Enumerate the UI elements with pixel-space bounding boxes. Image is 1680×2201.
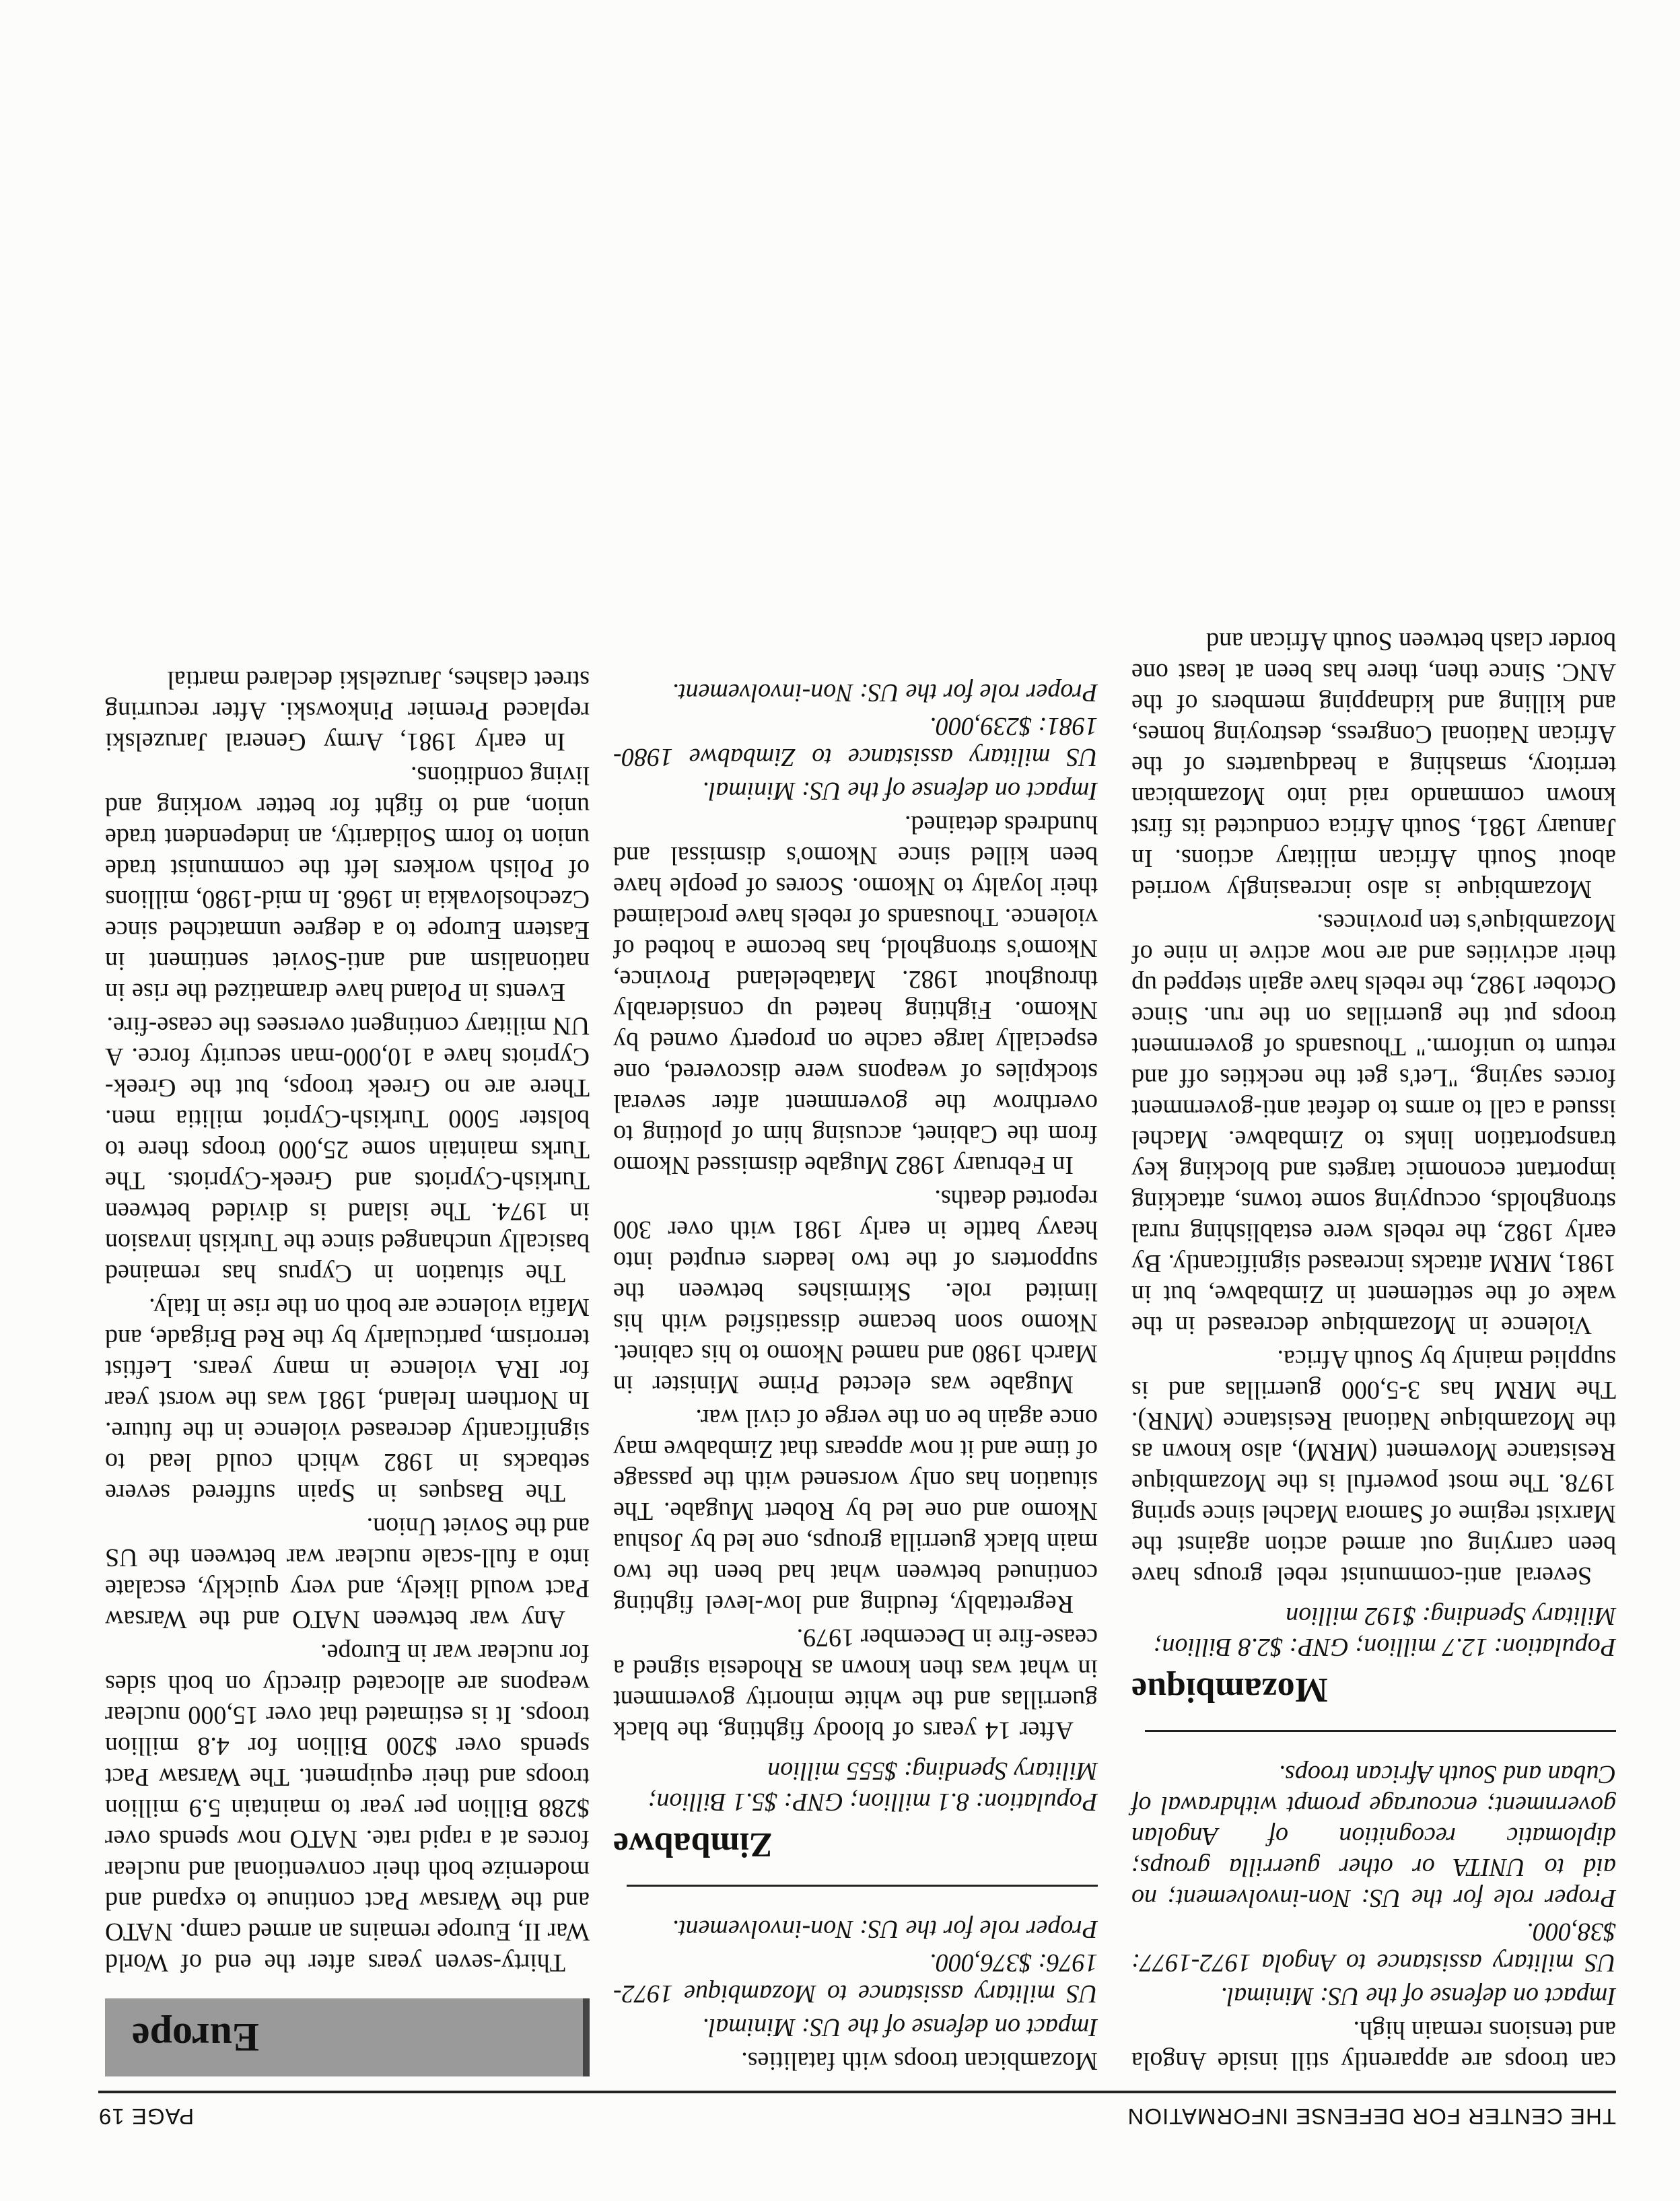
paragraph: After 14 years of bloody fighting, the black guerrillas and the white minority government in what was then known as Rhodesia signed a cease-fire in December 1979. bbox=[613, 1623, 1098, 1745]
paragraph: Several anti-communist rebel groups have been carrying out armed action against the Marxist regime of Samora Machel since spring 1978. The most powerful is the Mozambique Resistance Movement (MRM), also known as the Mozambique National Resistance (MNR). The MRM has 3-5,000 guerrillas and is supplied mainly by South Africa. bbox=[1131, 1345, 1616, 1590]
column-3 bbox=[105, 662, 590, 2076]
country-facts: Population: 12.7 million; GNP: $2.8 Billion; Military Spending: $192 million bbox=[1153, 1602, 1616, 1661]
column-2 bbox=[613, 674, 1098, 2076]
paragraph: Violence in Mozambique decreased in the wake of the settlement in Zimbabwe, but in 1981, MRM attacks increased significantly. By early 1982, the rebels were establishing rural strongholds, occupying some towns, attacking important economic targets and blocking key transportation links to Zimbabwe. Machel issued a call to arms to defeat anti-government forces saying, "Let's get the neckties off and return to uniform." Thousands of government troops put the guerrillas on the run. Since October 1982, the rebels have again stepped up their activities and are now active in nine of Mozambique's ten provinces. bbox=[1131, 909, 1616, 1339]
aid-statement: US military assistance to Angola 1972-1977: $38,000. bbox=[1131, 1918, 1616, 1977]
page-header bbox=[98, 2097, 1616, 2137]
aid-statement: US military assistance to Mozambique 1972-1976: $376,000. bbox=[613, 1949, 1098, 2008]
paragraph: Mozambique is also increasingly worried about South African military actions. In January 1981, South Africa conducted its first known commando raid into Mozambican territory, smashing a headquarters of the African National Congress, destroying homes, and killing and kidnapping members of the ANC. Since then, there has been at least one border clash between South African and bbox=[1131, 627, 1616, 903]
banner-title: Europe bbox=[132, 2015, 259, 2060]
paragraph: Thirty-seven years after the end of World War II, Europe remains an armed camp. NATO and the Warsaw Pact continue to expand and modernize both their conventional and nuclear forces at a rapid rate. NATO now spends over $288 Billion per year to maintain 5.9 million troops and their equipment. The Warsaw Pact spends over $200 Billion for 4.8 million troops. It is estimated that over 15,000 nuclear weapons are allocated directly on both sides for nuclear war in Europe. bbox=[105, 1639, 590, 1977]
role-statement: Proper role for the US: Non-involvement; no aid to UNITA or other guerrilla groups; diplomatic recognition of Angolan government; encourage prompt withdrawal of Cuban and South African troops. bbox=[1131, 1760, 1616, 1912]
paragraph: Any war between NATO and the Warsaw Pact would likely, and very quickly, escalate into a full-scale nuclear war between the US and the Soviet Union. bbox=[105, 1512, 590, 1634]
header-rule bbox=[98, 2091, 1616, 2093]
paragraph: Events in Poland have dramatized the rise in nationalism and anti-Soviet sentiment in Eastern Europe to a degree unmatched since Czechoslovakia in 1968. In mid-1980, millions of Polish workers left the communist trade union to form Solidarity, an independent trade union, and to fight for better working and living conditions. bbox=[105, 761, 590, 1006]
section-rule bbox=[1145, 1730, 1616, 1732]
paragraph: In early 1981, Army General Jaruzelski replaced Premier Pinkowski. After recurring street clashes, Jaruzelski declared martial bbox=[105, 666, 590, 756]
paragraph: Regrettably, feuding and low-level fighting continued between what had been the two main black guerrilla groups, one led by Joshua Nkomo and one led by Robert Mugabe. The situation has only worsened with the passage of time and it now appears that Zimbabwe may once again be on the verge of civil war. bbox=[613, 1404, 1098, 1618]
impact-statement: Impact on defense of the US: Minimal. bbox=[1220, 1982, 1616, 2011]
section-heading-mozambique: Mozambique bbox=[1131, 1671, 1328, 1709]
paragraph: can troops are apparently still inside Angola and tensions remain high. bbox=[1131, 2016, 1616, 2075]
country-facts: Population: 8.1 million; GNP: $5.1 Billion; Military Spending: $555 million bbox=[648, 1757, 1098, 1816]
page-number: PAGE 19 bbox=[98, 2104, 195, 2129]
paragraph: In February 1982 Mugabe dismissed Nkomo from the Cabinet, accusing him of plotting to overthrow the government after several stockpiles of weapons were discovered, one especially large cache on property owned by Nkomo. Fighting heated up considerably throughout 1982. Matabeleland Province, Nkomo's stronghold, has become a hotbed of violence. Thousands of rebels have proclaimed their loyalty to Nkomo. Scores of people have been killed since Nkomo's dismissal and hundreds detained. bbox=[613, 810, 1098, 1179]
paragraph: Mugabe was elected Prime Minister in March 1980 and named Nkomo to his cabinet. Nkomo soon became dissatisfied with his limited role. Skirmishes between the supporters of the two leaders erupted into heavy battle in early 1981 with over 300 reported deaths. bbox=[613, 1185, 1098, 1399]
section-banner-europe bbox=[105, 1998, 590, 2076]
organization-name: THE CENTER FOR DEFENSE INFORMATION bbox=[1127, 2104, 1616, 2129]
column-1 bbox=[1131, 623, 1616, 2076]
role-statement: Proper role for the US: Non-involvement. bbox=[672, 1915, 1098, 1943]
section-rule bbox=[627, 1885, 1098, 1887]
paragraph: Mozambican troops with fatalities. bbox=[741, 2047, 1098, 2075]
aid-statement: US military assistance to Zimbabwe 1980-1981: $239,000. bbox=[613, 712, 1098, 771]
role-statement: Proper role for the US: Non-involvement. bbox=[672, 678, 1098, 707]
paragraph: The situation in Cyprus has remained basically unchanged since the Turkish invasion in 1974. The island is divided between Turkish-Cypriots and Greek-Cypriots. The Turks maintain some 25,000 troops there to bolster 5000 Turkish-Cypriot militia men. There are no Greek troops, but the Greek-Cypriots have a 10,000-man security force. A UN military contingent oversees the cease-fire. bbox=[105, 1012, 590, 1288]
paragraph: The Basques in Spain suffered severe setbacks in 1982 which could lead to significantly decreased violence in the future. In Northern Ireland, 1981 was the worst year for IRA violence in many years. Leftist terrorism, particularly by the Red Brigade, and Mafia violence are both on the rise in Italy. bbox=[105, 1293, 590, 1507]
impact-statement: Impact on defense of the US: Minimal. bbox=[702, 777, 1098, 805]
section-heading-zimbabwe: Zimbabwe bbox=[613, 1825, 773, 1864]
impact-statement: Impact on defense of the US: Minimal. bbox=[702, 2013, 1098, 2041]
